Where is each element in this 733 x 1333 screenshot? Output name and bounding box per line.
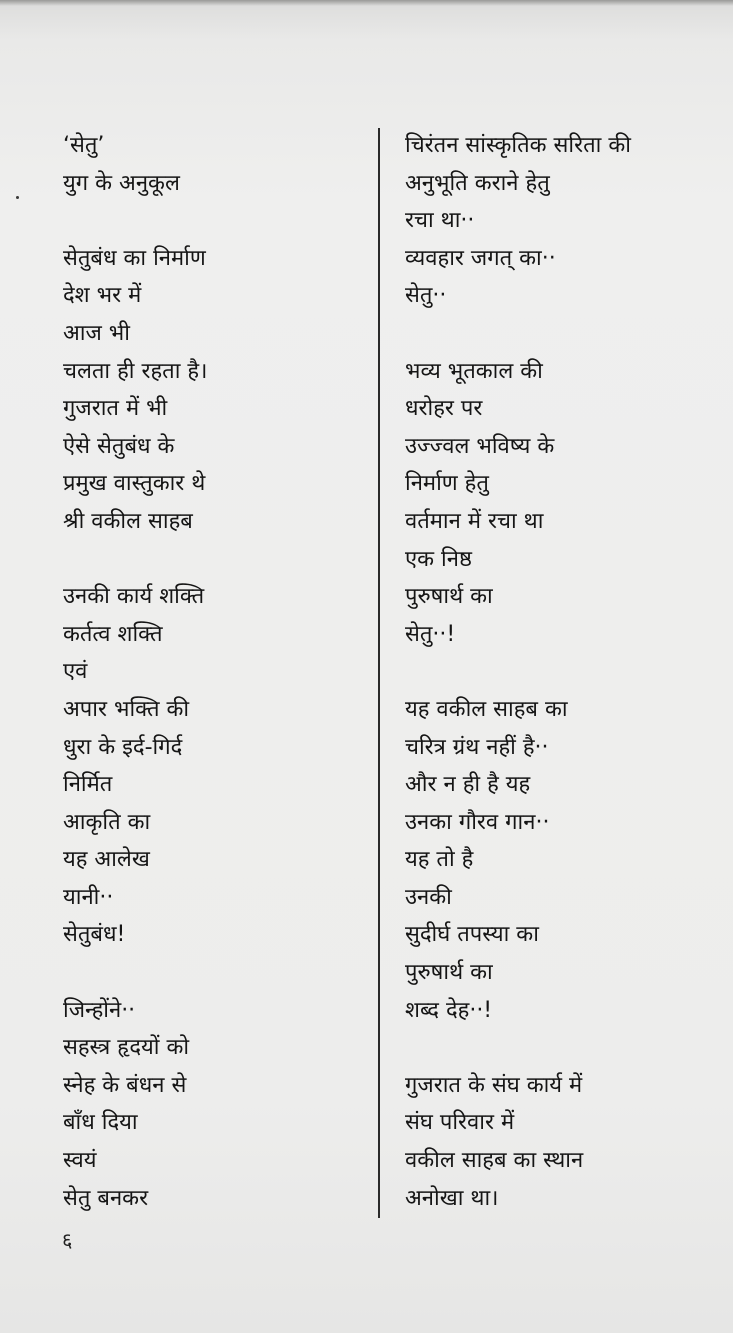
poem-line: सेतु·· [405, 283, 447, 309]
poem-line: देश भर में [63, 283, 142, 309]
poem-line: रचा था·· [405, 208, 475, 234]
poem-line: वकील साहब का स्थान [405, 1148, 584, 1174]
poem-line: अनुभूति कराने हेतु [405, 170, 550, 196]
poem-line: यह आलेख [63, 847, 150, 873]
poem-line: निर्मित [63, 772, 113, 798]
poem-line: धुरा के इर्द-गिर्द [63, 734, 183, 760]
page-number: ६ [62, 1228, 73, 1252]
left-poem-column [63, 127, 363, 1217]
poem-line: आज भी [63, 320, 130, 346]
poem-line: भव्य भूतकाल की [405, 358, 543, 384]
poem-line: सहस्त्र हृदयों को [63, 1035, 190, 1061]
poem-line: जिन्होंने·· [63, 997, 136, 1023]
poem-line: संघ परिवार में [405, 1110, 515, 1136]
poem-line: अनोखा था। [405, 1185, 499, 1211]
poem-line: चरित्र ग्रंथ नहीं है·· [405, 734, 549, 760]
poem-line: स्नेह के बंधन से [63, 1072, 187, 1098]
poem-line: सेतु बनकर [63, 1185, 149, 1211]
poem-line: अपार भक्ति की [63, 696, 190, 722]
stanza-break [405, 315, 715, 353]
poem-line: ‘सेतु’ [63, 133, 105, 158]
poem-line: पुरुषार्थ का [405, 584, 493, 610]
poem-line: प्रमुख वास्तुकार थे [63, 471, 206, 497]
column-divider [378, 128, 380, 1218]
right-poem-column [405, 127, 715, 1217]
poem-line: गुजरात के संघ कार्य में [405, 1072, 583, 1098]
poem-line: चिरंतन सांस्कृतिक सरिता की [405, 133, 631, 158]
paper-speck [16, 196, 19, 199]
poem-line: सेतुबंध का निर्माण [63, 245, 206, 271]
poem-line: सेतुबंध! [63, 922, 126, 948]
poem-line: उनका गौरव गान·· [405, 809, 550, 835]
poem-line: उनकी कार्य शक्ति [63, 584, 205, 610]
poem-line: यानी·· [63, 884, 114, 910]
poem-line: शब्द देह··! [405, 997, 493, 1023]
stanza-break [405, 653, 715, 691]
poem-line: चलता ही रहता है। [63, 358, 208, 384]
poem-line: कर्तत्व शक्ति [63, 621, 163, 647]
poem-line: बाँध दिया [63, 1110, 138, 1136]
page-top-shadow [0, 0, 733, 6]
poem-line: पुरुषार्थ का [405, 960, 493, 986]
poem-line: निर्माण हेतु [405, 471, 489, 497]
poem-line: एवं [63, 659, 88, 685]
poem-line: उनकी [405, 884, 452, 910]
poem-line: गुजरात में भी [63, 396, 168, 422]
poem-line: श्री वकील साहब [63, 508, 193, 534]
stanza-break [63, 954, 363, 992]
poem-line: सेतु··! [405, 621, 456, 647]
poem-line: व्यवहार जगत् का·· [405, 245, 556, 271]
stanza-break [63, 202, 363, 240]
stanza-break [405, 1029, 715, 1067]
poem-line: यह तो है [405, 847, 474, 873]
poem-line: धरोहर पर [405, 396, 483, 422]
poem-line: और न ही है यह [405, 772, 531, 798]
stanza-break [63, 541, 363, 579]
poem-line: उज्ज्वल भविष्य के [405, 433, 555, 459]
poem-line: यह वकील साहब का [405, 696, 568, 722]
poem-line: युग के अनुकूल [63, 170, 180, 196]
poem-line: एक निष्ठ [405, 546, 472, 572]
poem-line: ऐसे सेतुबंध के [63, 433, 175, 459]
poem-line: वर्तमान में रचा था [405, 508, 544, 534]
poem-line: स्वयं [63, 1148, 97, 1174]
poem-line: आकृति का [63, 809, 151, 835]
poem-line: सुदीर्घ तपस्या का [405, 922, 539, 948]
